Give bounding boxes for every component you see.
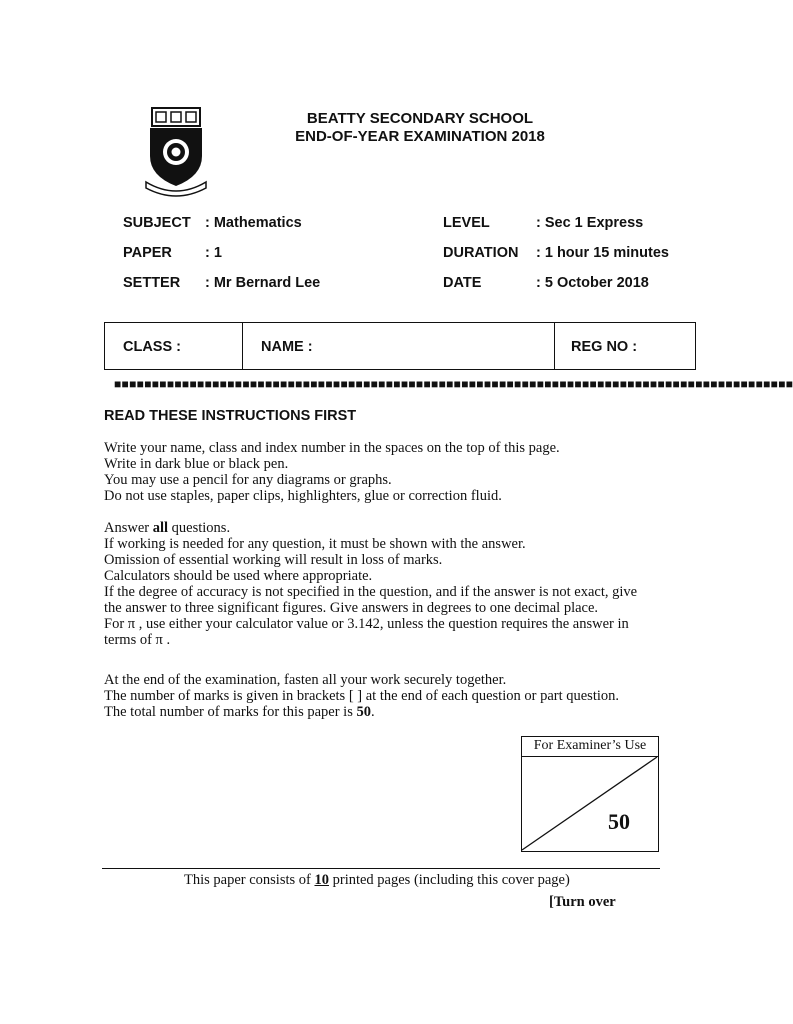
- date-label: DATE: [443, 275, 482, 291]
- class-field[interactable]: [105, 323, 243, 369]
- duration-label: DURATION: [443, 245, 519, 261]
- setter-label: SETTER: [123, 275, 181, 291]
- duration-value: : 1 hour 15 minutes: [536, 245, 669, 261]
- examiners-use-title: For Examiner’s Use: [522, 737, 658, 757]
- turn-over-label: [Turn over: [549, 894, 616, 910]
- total-suffix: .: [370, 704, 375, 720]
- instruction-line: If working is needed for any question, it must be shown with the answer.: [104, 536, 526, 552]
- instructions-block-2: [104, 520, 664, 648]
- instruction-line: Write in dark blue or black pen.: [104, 456, 289, 472]
- reg-no-label: REG NO :: [571, 339, 638, 355]
- instruction-line: the answer to three significant figures. Give answers in degrees to one decimal place.: [104, 600, 599, 616]
- instruction-line: The number of marks is given in brackets [ ] at the end of each question or part question.: [104, 688, 619, 704]
- examiners-total-marks: 50: [608, 809, 630, 834]
- paper-value: : 1: [205, 245, 222, 261]
- instruction-line: Omission of essential working will result in loss of marks.: [104, 552, 443, 568]
- pages-count: 10: [314, 872, 329, 888]
- school-crest-icon: [140, 104, 212, 200]
- page-count-text: [184, 872, 570, 889]
- dotted-separator: ■■■■■■■■■■■■■■■■■■■■■■■■■■■■■■■■■■■■■■■■■■■■■■■■■■■■■■■■■■■■■■■■■■■■■■■■■■■■■■■■■■■■■■■■■■: [114, 377, 793, 391]
- instruction-line: For π , use either your calculator value or 3.142, unless the question requires the answer in: [104, 616, 629, 632]
- instructions-heading: READ THESE INSTRUCTIONS FIRST: [104, 408, 357, 424]
- instruction-line: Write your name, class and index number in the spaces on the top of this page.: [104, 440, 560, 456]
- instruction-line: Do not use staples, paper clips, highlighters, glue or correction fluid.: [104, 488, 502, 504]
- footer-rule: [102, 868, 660, 869]
- paper-label: PAPER: [123, 245, 172, 261]
- subject-value: : Mathematics: [205, 215, 302, 231]
- level-value: : Sec 1 Express: [536, 215, 644, 231]
- date-value: : 5 October 2018: [536, 275, 649, 291]
- examiners-use-box: [521, 736, 659, 852]
- name-label: NAME :: [261, 339, 313, 355]
- answer-all: all: [152, 520, 169, 536]
- instructions-block-1: [104, 440, 664, 504]
- instructions-block-3: [104, 672, 664, 720]
- subject-label: SUBJECT: [123, 215, 191, 231]
- total-prefix: The total number of marks for this paper is: [104, 704, 357, 720]
- school-name: BEATTY SECONDARY SCHOOL: [306, 110, 534, 127]
- instruction-line: [104, 704, 664, 720]
- total-marks: 50: [356, 704, 371, 720]
- instruction-line: terms of π .: [104, 632, 171, 648]
- candidate-details-box: [104, 322, 696, 370]
- instruction-line: If the degree of accuracy is not specified in the question, and if the answer is not exact, give: [104, 584, 638, 600]
- pages-prefix: This paper consists of: [184, 872, 315, 888]
- name-field[interactable]: [243, 323, 555, 369]
- answer-prefix: Answer: [104, 520, 153, 536]
- instruction-line: Calculators should be used where appropriate.: [104, 568, 373, 584]
- answer-suffix: questions.: [168, 520, 231, 536]
- reg-no-field[interactable]: [555, 323, 695, 369]
- setter-value: : Mr Bernard Lee: [205, 275, 321, 291]
- exam-name: END-OF-YEAR EXAMINATION 2018: [295, 128, 545, 145]
- level-label: LEVEL: [443, 215, 490, 231]
- pages-suffix: printed pages (including this cover page): [328, 872, 570, 888]
- instruction-line: [104, 520, 664, 536]
- diagonal-line: [522, 757, 657, 850]
- class-label: CLASS :: [123, 339, 181, 355]
- instruction-line: At the end of the examination, fasten all your work securely together.: [104, 672, 507, 688]
- instruction-line: You may use a pencil for any diagrams or graphs.: [104, 472, 392, 488]
